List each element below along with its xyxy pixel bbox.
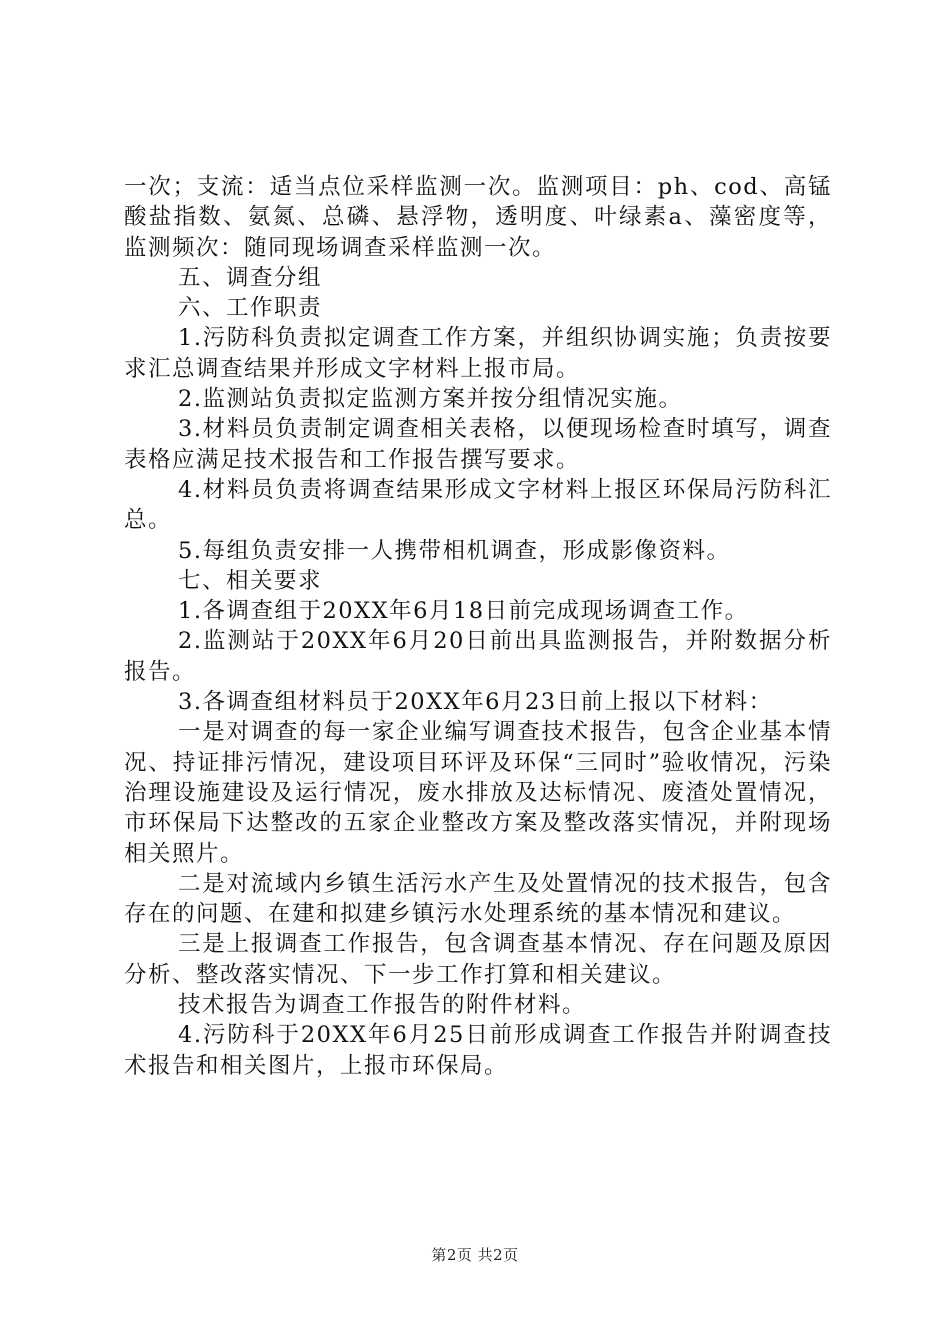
- paragraph-material-3: 三是上报调查工作报告，包含调查基本情况、存在问题及原因分析、整改落实情况、下一步工作打算和相关建议。: [124, 931, 832, 988]
- paragraph-requirement-4: 4.污防科于20XX年6月25日前形成调查工作报告并附调查技术报告和相关图片，上报市环保局。: [124, 1022, 832, 1079]
- page-number-footer: 第2页 共2页: [431, 1246, 519, 1264]
- paragraph-duty-5: 5.每组负责安排一人携带相机调查，形成影像资料。: [178, 537, 731, 564]
- paragraph-attachment-note: 技术报告为调查工作报告的附件材料。: [178, 992, 587, 1019]
- paragraph-duty-3: 3.材料员负责制定调查相关表格，以便现场检查时填写，调查表格应满足技术报告和工作报告撰写要求。: [124, 416, 832, 473]
- heading-section-6: 六、工作职责: [178, 295, 323, 322]
- paragraph-requirement-1: 1.各调查组于20XX年6月18日前完成现场调查工作。: [178, 598, 749, 625]
- paragraph-duty-2: 2.监测站负责拟定监测方案并按分组情况实施。: [178, 386, 683, 413]
- paragraph-requirement-3: 3.各调查组材料员于20XX年6月23日前上报以下材料：: [178, 689, 773, 716]
- heading-section-7: 七、相关要求: [178, 567, 323, 594]
- paragraph-material-1: 一是对调查的每一家企业编写调查技术报告，包含企业基本情况、持证排污情况，建设项目环评及环保“三同时”验收情况，污染治理设施建设及运行情况，废水排放及达标情况、废渣处置情况，市环保局下达整改的五家企业整改方案及整改落实情况，并附现场相关照片。: [124, 719, 832, 867]
- paragraph-duty-4: 4.材料员负责将调查结果形成文字材料上报区环保局污防科汇总。: [124, 476, 832, 534]
- heading-section-5: 五、调查分组: [178, 264, 323, 291]
- paragraph-material-2: 二是对流域内乡镇生活污水产生及处置情况的技术报告，包含存在的问题、在建和拟建乡镇污水处理系统的基本情况和建议。: [124, 870, 832, 928]
- document-body: [124, 172, 832, 1081]
- paragraph-monitoring-items: 一次；支流：适当点位采样监测一次。监测项目：ph、cod、高锰酸盐指数、氨氮、总磷、悬浮物，透明度、叶绿素a、藻密度等，监测频次：随同现场调查采样监测一次。: [124, 174, 832, 261]
- paragraph-requirement-2: 2.监测站于20XX年6月20日前出具监测报告，并附数据分析报告。: [124, 628, 832, 685]
- paragraph-duty-1: 1.污防科负责拟定调查工作方案，并组织协调实施；负责按要求汇总调查结果并形成文字材料上报市局。: [124, 325, 832, 382]
